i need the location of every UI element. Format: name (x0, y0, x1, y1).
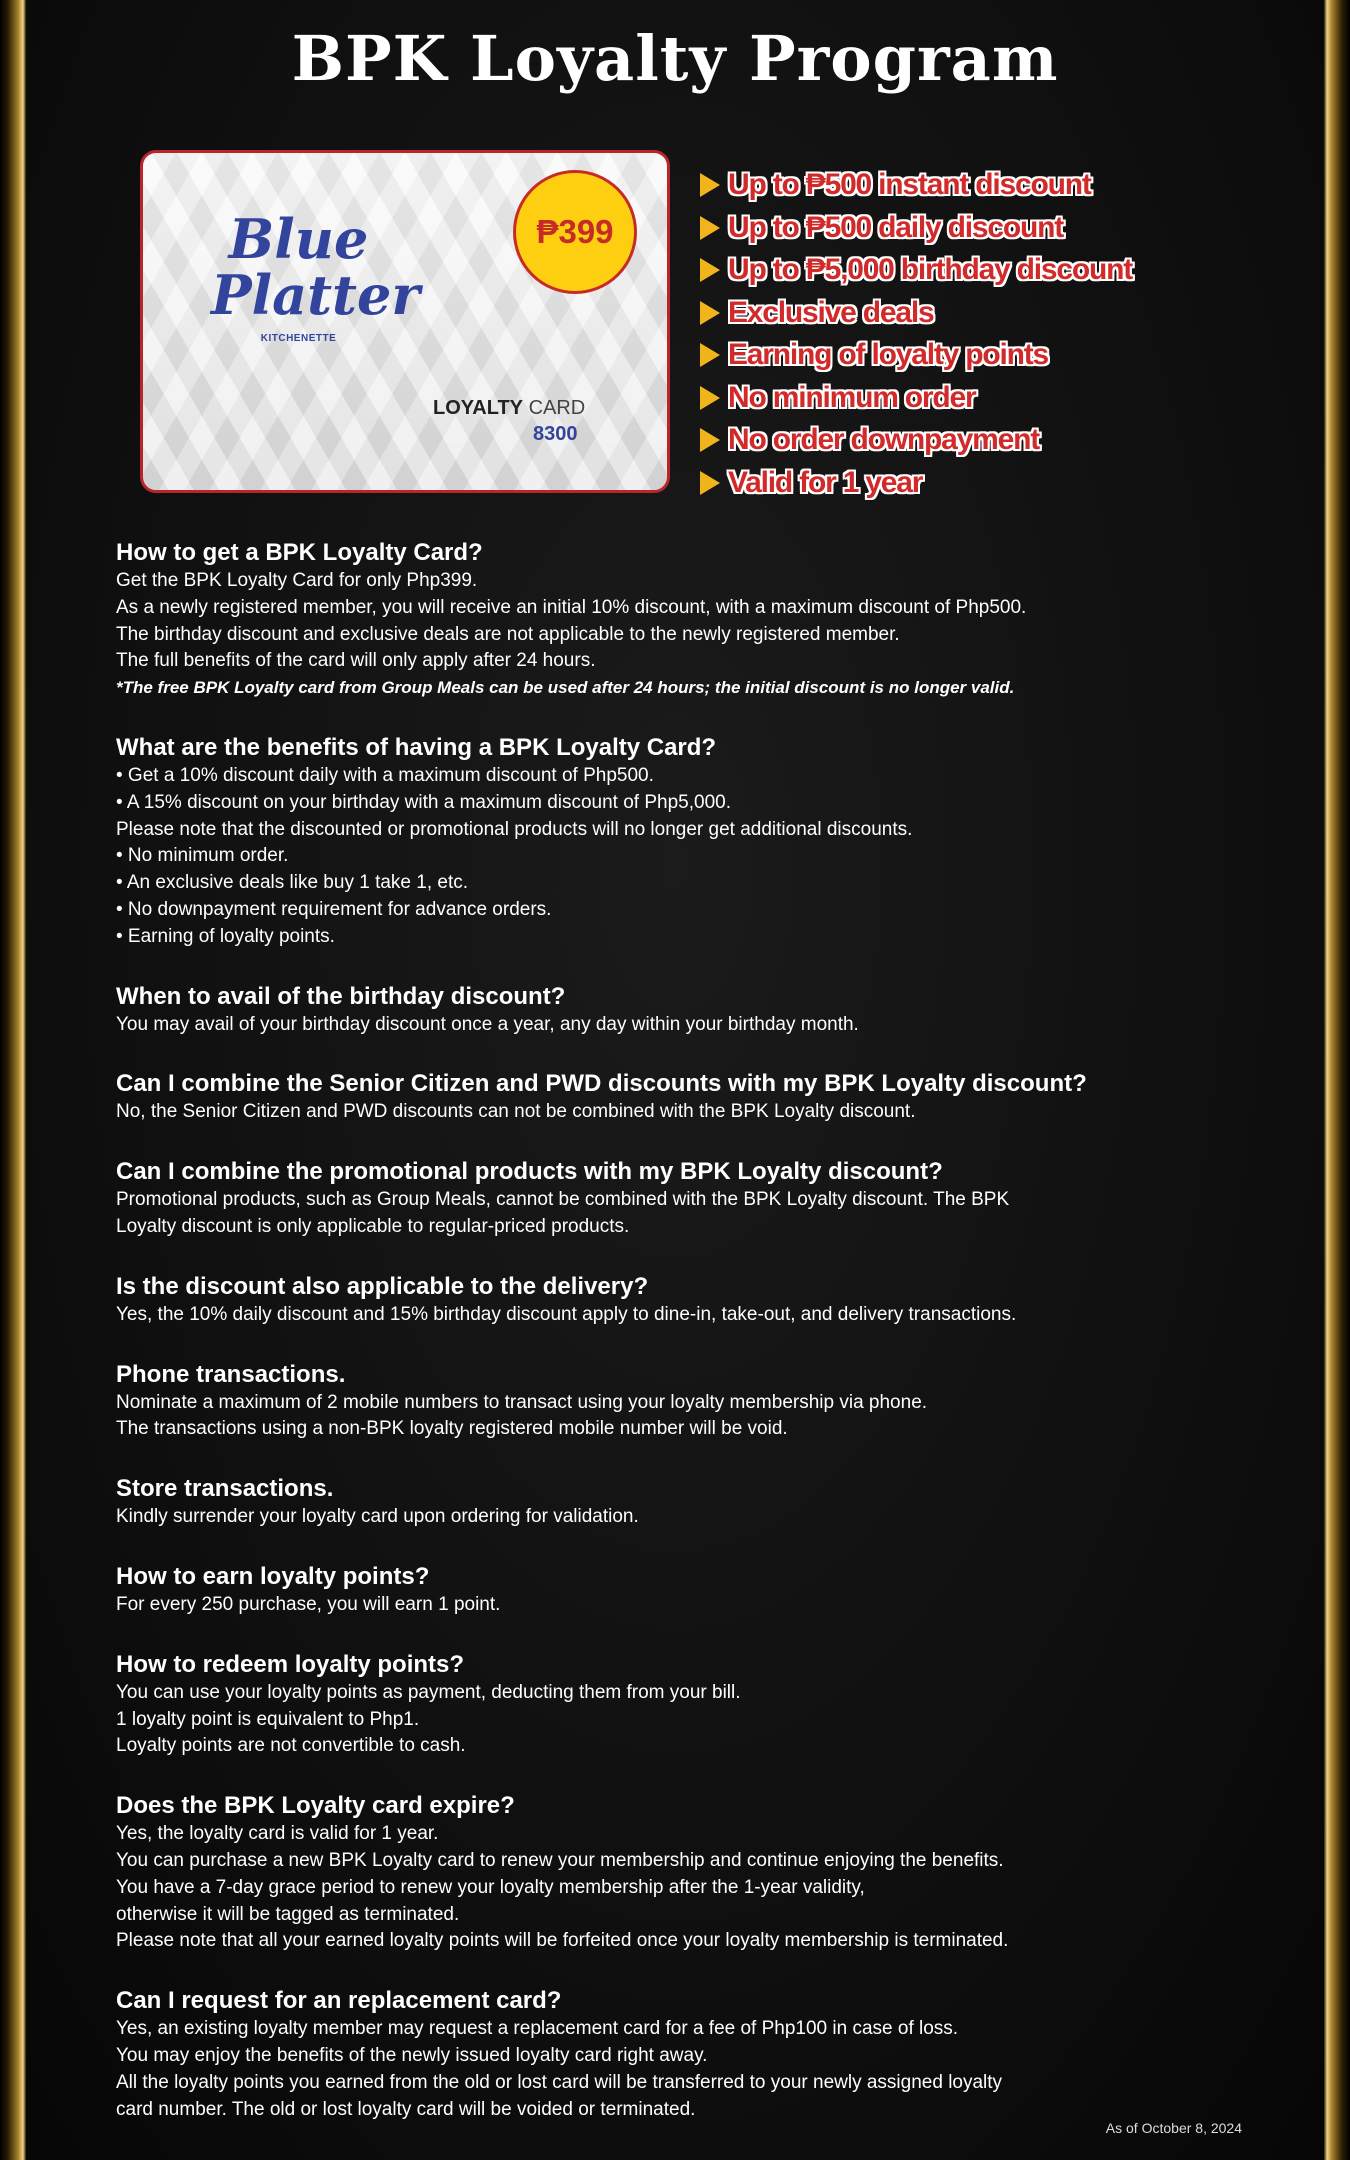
faq-question: What are the benefits of having a BPK Loyalty Card? (116, 733, 717, 761)
brand-logo (211, 207, 420, 327)
faq-answer-line: Yes, an existing loyalty member may request a replacement card for a fee of Php100 in case of loss. (116, 2018, 959, 2040)
benefit-item (700, 249, 1132, 292)
faq-answer-line: Nominate a maximum of 2 mobile numbers to transact using your loyalty membership via phone. (116, 1391, 928, 1413)
faq-answer-line: The transactions using a non-BPK loyalty registered mobile number will be void. (116, 1418, 788, 1440)
faq-answer-line: You can purchase a new BPK Loyalty card to renew your membership and continue enjoying the benefits. (116, 1849, 1004, 1871)
price-badge: ₱399 (513, 170, 637, 294)
brand-logo-line2: Platter (211, 263, 420, 327)
faq-item (116, 1562, 1256, 1619)
faq-item (116, 1360, 1256, 1444)
benefit-text: Exclusive deals (728, 295, 934, 329)
gold-edge-right (1324, 0, 1350, 2160)
faq-answer-line: Please note that the discounted or promotional products will no longer get additional discounts. (116, 818, 913, 840)
faq-question: Can I request for an replacement card? (116, 1987, 562, 2015)
benefit-item (700, 334, 1132, 377)
faq-item (116, 1157, 1256, 1241)
faq-question: How to get a BPK Loyalty Card? (116, 539, 483, 566)
faq-question: How to earn loyalty points? (116, 1562, 430, 1590)
benefit-text: Up to ₱500 daily discount (728, 210, 1064, 244)
faq-question: Phone transactions. (116, 1360, 346, 1388)
faq-answer-line: Loyalty discount is only applicable to regular-priced products. (116, 1215, 630, 1237)
faq-item (116, 1650, 1256, 1760)
faq-item (116, 538, 1256, 702)
faq-answer-line: otherwise it will be tagged as terminated. (116, 1903, 460, 1925)
faq-section (116, 538, 1256, 2154)
faq-answer-line: You may avail of your birthday discount once a year, any day within your birthday month. (116, 1013, 859, 1035)
benefit-text: Earning of loyalty points (728, 338, 1049, 372)
faq-answer-line: You have a 7-day grace period to renew your loyalty membership after the 1-year validity, (116, 1876, 865, 1898)
page-title: BPK Loyalty Program (291, 22, 1059, 95)
faq-answer-line: • No minimum order. (116, 845, 289, 867)
card-label (433, 397, 585, 420)
benefit-item (700, 164, 1132, 207)
faq-note: *The free BPK Loyalty card from Group Meals can be used after 24 hours; the initial discount is no longer valid. (116, 678, 1015, 698)
faq-answer-line: For every 250 purchase, you will earn 1 point. (116, 1593, 501, 1615)
faq-answer-line: All the loyalty points you earned from the old or lost card will be transferred to your newly assigned loyalty (116, 2071, 1003, 2093)
benefit-item (700, 419, 1132, 462)
card-label-light: CARD (528, 397, 586, 419)
play-arrow-icon (700, 173, 720, 197)
brand-subtitle: KITCHENETTE (260, 333, 337, 344)
card-label-bold: LOYALTY (433, 397, 524, 419)
faq-answer-line: • A 15% discount on your birthday with a maximum discount of Php5,000. (116, 791, 731, 813)
faq-question: Can I combine the Senior Citizen and PWD discounts with my BPK Loyalty discount? (116, 1070, 1087, 1098)
faq-answer-line: Yes, the loyalty card is valid for 1 year. (116, 1823, 439, 1845)
benefit-item (700, 207, 1132, 250)
as-of-date: As of October 8, 2024 (1105, 2120, 1242, 2136)
faq-answer-line: Kindly surrender your loyalty card upon ordering for validation. (116, 1506, 639, 1528)
faq-item (116, 982, 1256, 1039)
faq-answer-line: Promotional products, such as Group Meals, cannot be combined with the BPK Loyalty discount. The BPK (116, 1189, 1010, 1211)
faq-item (116, 1474, 1256, 1531)
benefit-item (700, 377, 1132, 420)
faq-answer-line: Please note that all your earned loyalty points will be forfeited once your loyalty membership is terminated. (116, 1930, 1009, 1952)
faq-question: How to redeem loyalty points? (116, 1650, 465, 1678)
faq-question: Can I combine the promotional products with my BPK Loyalty discount? (116, 1158, 943, 1186)
faq-answer-line: card number. The old or lost loyalty card will be voided or terminated. (116, 2098, 696, 2120)
faq-question: When to avail of the birthday discount? (116, 982, 566, 1010)
benefit-text: Valid for 1 year (728, 465, 923, 499)
faq-answer-line: 1 loyalty point is equivalent to Php1. (116, 1708, 420, 1730)
faq-answer-line: No, the Senior Citizen and PWD discounts can not be combined with the BPK Loyalty discount. (116, 1101, 916, 1123)
benefit-text: No order downpayment (728, 423, 1040, 457)
play-arrow-icon (700, 343, 720, 367)
faq-answer-line: The full benefits of the card will only apply after 24 hours. (116, 650, 596, 672)
benefit-text: No minimum order (728, 380, 976, 414)
faq-answer-line: • An exclusive deals like buy 1 take 1, etc. (116, 872, 469, 894)
faq-answer-line: The birthday discount and exclusive deals are not applicable to the newly registered member. (116, 623, 900, 645)
faq-answer-line: Yes, the 10% daily discount and 15% birthday discount apply to dine-in, take-out, and delivery transactions. (116, 1303, 1017, 1325)
faq-item (116, 1272, 1256, 1329)
play-arrow-icon (700, 216, 720, 240)
faq-answer-line: You can use your loyalty points as payment, deducting them from your bill. (116, 1681, 741, 1703)
card-number: 8300 (533, 423, 578, 445)
play-arrow-icon (700, 301, 720, 325)
faq-answer-line: You may enjoy the benefits of the newly issued loyalty card right away. (116, 2044, 708, 2066)
play-arrow-icon (700, 386, 720, 410)
loyalty-card-image (140, 150, 670, 493)
play-arrow-icon (700, 258, 720, 282)
faq-question: Is the discount also applicable to the delivery? (116, 1272, 649, 1300)
faq-question: Does the BPK Loyalty card expire? (116, 1792, 515, 1820)
benefit-item (700, 462, 1132, 505)
faq-answer-line: Loyalty points are not convertible to cash. (116, 1735, 466, 1757)
faq-answer-line: Get the BPK Loyalty Card for only Php399. (116, 570, 478, 591)
benefits-list (700, 164, 1132, 504)
play-arrow-icon (700, 428, 720, 452)
gold-edge-left (0, 0, 26, 2160)
faq-answer-line: • Get a 10% discount daily with a maximum discount of Php500. (116, 764, 654, 786)
benefit-item (700, 292, 1132, 335)
faq-answer-line: As a newly registered member, you will receive an initial 10% discount, with a maximum discount of Php500. (116, 596, 1027, 618)
play-arrow-icon (700, 471, 720, 495)
faq-item (116, 1791, 1256, 1955)
faq-item (116, 1069, 1256, 1126)
faq-answer-line: • Earning of loyalty points. (116, 925, 335, 947)
faq-answer-line: • No downpayment requirement for advance orders. (116, 898, 552, 920)
benefit-text: Up to ₱5,000 birthday discount (728, 253, 1133, 287)
brand-logo-line1: Blue (228, 207, 369, 271)
faq-item (116, 733, 1256, 951)
benefit-text: Up to ₱500 instant discount (728, 168, 1091, 202)
faq-item (116, 1986, 1256, 2123)
faq-question: Store transactions. (116, 1475, 334, 1503)
